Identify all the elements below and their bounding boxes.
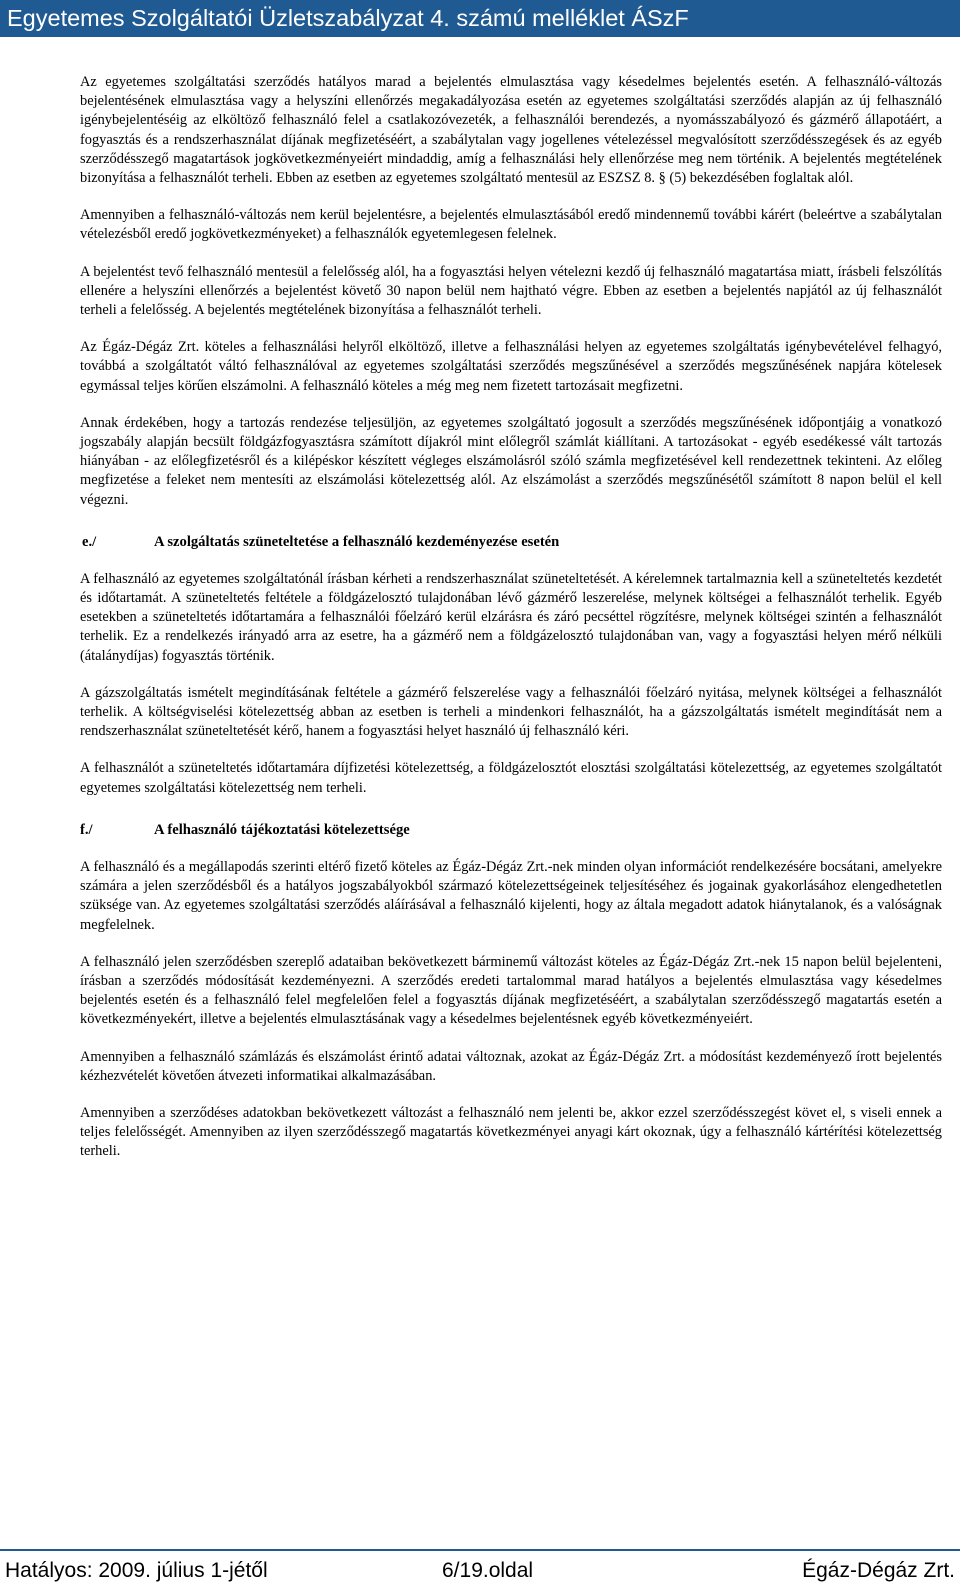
paragraph: A felhasználó az egyetemes szolgáltatónál írásban kérheti a rendszerhasználat szüneteltetését. A kérelemnek tartalmaznia kell a szüneteltetés kezdetét és időtartamát. A szüneteltetés feltétele a földgázelosztó tulajdonában lévő gázmérő leszerelése, melynek költségei a felhasználót terhelik. Egyéb esetekben a szüneteltetés időtartamára a felhasználói főelzáró kerül elzárásra és záró pecséttel rögzítésre, melynek költségei szintén a felhasználót terhelik. Ez a rendelkezés irányadó arra az esetre, ha a gázmérő nem a földgázelosztó tulajdonában van, vagy a fogyasztási helyen mérő nélküli (átalánydíjas) fogyasztás történik. bbox=[80, 570, 942, 664]
paragraph: A felhasználó és a megállapodás szerinti eltérő fizető köteles az Égáz-Dégáz Zrt.-nek minden olyan információt rendelkezésére bocsátani, amelyekre számára a jelen szerződésből és a hatályos jogszabályokból származó kötelezettségeinek teljesítéséhez és jogainak gyakorlásához elengedhetetlen szüksége van. Az egyetemes szolgáltatási szerződés aláírásával a felhasználó kijelenti, hogy az általa megadott adatok hiánytalanok, és a valóságnak megfelelnek. bbox=[80, 858, 942, 933]
section-title: A felhasználó tájékoztatási kötelezettsége bbox=[154, 821, 410, 838]
section-marker: e./ bbox=[82, 533, 97, 550]
paragraph: A felhasználót a szüneteltetés időtartamára díjfizetési kötelezettség, a földgázelosztót elosztási szolgáltatási kötelezettség, az egyetemes szolgáltatót egyetemes szolgáltatási kötelezettség nem terheli. bbox=[80, 760, 942, 796]
section-heading-f bbox=[80, 820, 942, 840]
paragraph: A gázszolgáltatás ismételt megindításának feltétele a gázmérő felszerelése vagy a felhasználói főelzáró nyitása, melynek költségei a felhasználót terhelik. A költségviselési kötelezettség abban az esetben is terheli a mindenkori felhasználót, ha a gázszolgáltatás ismételt megindítását nem a rendszerhasználat szüneteltetését kérő, hanem a fogyasztási helyet használó új felhasználó kéri. bbox=[80, 684, 942, 740]
paragraph: Amennyiben a felhasználó számlázás és elszámolást érintő adatai változnak, azokat az Égáz-Dégáz Zrt. a módosítást kezdeményező írott bejelentés kézhezvételét követően átvezeti informatikai alkalmazásában. bbox=[80, 1048, 942, 1084]
page-header bbox=[0, 0, 960, 37]
document-body bbox=[80, 73, 942, 1162]
section-title: A szolgáltatás szüneteltetése a felhasználó kezdeményezése esetén bbox=[154, 533, 560, 550]
footer-divider bbox=[0, 1549, 960, 1551]
paragraph: Amennyiben a felhasználó-változás nem kerül bejelentésre, a bejelentés elmulasztásából eredő mindennemű további kárért (beleértve a szabálytalan vételezésből eredő jogkövetkezményeket) a felhasználók egyetemlegesen felelnek. bbox=[80, 207, 942, 243]
footer-page-number: 6/19.oldal bbox=[442, 1559, 534, 1582]
footer-effective-date: Hatályos: 2009. július 1-jétől bbox=[5, 1559, 268, 1582]
document-title: Egyetemes Szolgáltatói Üzletszabályzat 4. számú melléklet ÁSzF bbox=[7, 5, 689, 31]
paragraph: A felhasználó jelen szerződésben szereplő adataiban bekövetkezett bárminemű változást köteles az Égáz-Dégáz Zrt.-nek 15 napon belül bejelenteni, írásban a szerződés módosítását kezdeményezni. A szerződés eredeti tartalommal marad hatályos a bejelentés elmulasztása vagy késedelmes bejelentés esetén és a felhasználó felel megfelelően felel a fogyasztás díjának megfizetéséért, a szabálytalan szerződésszegő magatartás esetén a következményekért, illetve a bejelentés elmulasztásának vagy a késedelmes bejelentésnek egyéb következményeiért. bbox=[80, 953, 942, 1028]
footer-company: Égáz-Dégáz Zrt. bbox=[802, 1559, 955, 1582]
paragraph: Annak érdekében, hogy a tartozás rendezése teljesüljön, az egyetemes szolgáltató jogosult a szerződés megszűnésének időpontjáig a vonatkozó jogszabály alapján becsült földgázfogyasztásra számított díjakról mint előlegről számlát kiállítani. A tartozásokat - egyéb esedékessé vált tartozás hiányában - az előlegfizetésről és a kilépéskor készített végleges elszámolásról szóló számla megfizetésével kell rendezettnek tekinteni. Az előleg megfizetése a feleket nem mentesíti az elszámolási kötelezettség alól. Az elszámolást a szerződés megszűnésétől számított 8 napon belül el kell végezni. bbox=[80, 414, 942, 508]
paragraph: A bejelentést tevő felhasználó mentesül a felelősség alól, ha a fogyasztási helyen vételezni kezdő új felhasználó magatartása miatt, írásbeli felszólítás ellenére a helyszíni ellenőrzés a bejelentést követő 30 napon belül nem hajtható végre. Ebben az esetben a bejelentés napjától az új felhasználót terheli a felelősség. A bejelentés megtételének bizonyítása a felhasználót terheli. bbox=[80, 263, 942, 319]
section-marker: f./ bbox=[80, 821, 93, 838]
paragraph: Amennyiben a szerződéses adatokban bekövetkezett változást a felhasználó nem jelenti be, akkor ezzel szerződésszegést követ el, s viseli ennek a teljes felelősségét. Amennyiben az ilyen szerződésszegő magatartás következményei anyagi kárt okoznak, úgy a felhasználó kártérítési kötelezettség terheli. bbox=[80, 1104, 942, 1160]
section-heading-e bbox=[80, 532, 942, 552]
paragraph: Az Égáz-Dégáz Zrt. köteles a felhasználási helyről elköltöző, illetve a felhasználási helyen az egyetemes szolgáltatás igénybevételével felhagyó, továbbá a szolgáltatót váltó felhasználóval az egyetemes szolgáltatási szerződés megszűnésével a szerződés megszűnésének napjára kötelesek egymással teljes körűen elszámolni. A felhasználó köteles a még meg nem fizetett tartozásait megfizetni. bbox=[80, 339, 942, 394]
page-footer bbox=[0, 1556, 960, 1590]
paragraph: Az egyetemes szolgáltatási szerződés hatályos marad a bejelentés elmulasztása vagy késedelmes bejelentés esetén. A felhasználó-változás bejelentésének elmulasztása vagy a helyszíni ellenőrzés megakadályozása esetén az egyetemes szolgáltatási szerződés alapján az új felhasználó igénybejelentéséig az elköltöző felhasználó felel a csatlakozóvezeték, a felhasználói berendezés, a nyomásszabályozó és gázmérő állapotáért, a fogyasztás és a rendszerhasználat díjának megfizetéséért, a szabálytalan vagy jogellenes vételezéssel megvalósított szerződésszegések és az egyéb szerződésszegő magatartások jogkövetkezményeiért mindaddig, amíg a felhasználási hely ellenőrzése meg nem történik. A bejelentés megtételének bizonyítása a felhasználót terheli. Ebben az esetben az egyetemes szolgáltató mentesül az ESZSZ 8. § (5) bekezdésében foglaltak alól. bbox=[80, 74, 942, 187]
